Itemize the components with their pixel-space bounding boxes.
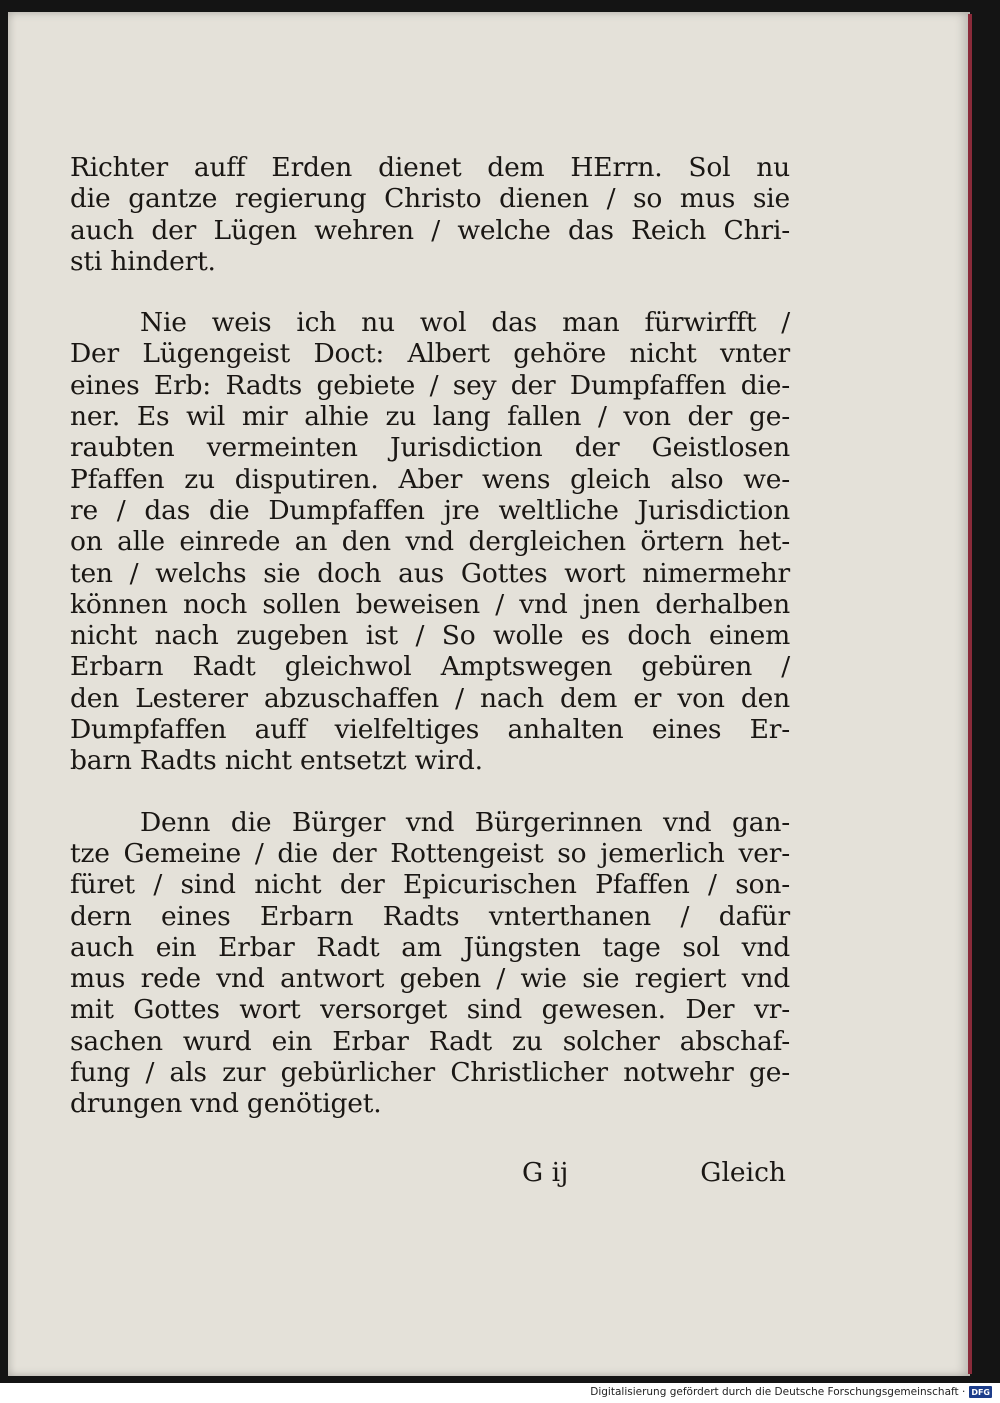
text-line: drungen vnd genötiget. [70,1088,382,1120]
text-line: Der Lügengeist Doct: Albert gehöre nicht vnter [70,338,790,370]
credit-bar [0,1383,1000,1403]
text-line: barn Radts nicht entsetzt wird. [70,745,483,777]
text-line: können noch sollen beweisen / vnd jnen derhalben [70,588,790,620]
text-line: sachen wurd ein Erbar Radt zu solcher abschaf- [70,1025,790,1057]
book-page [8,12,970,1376]
text-line: Richter auff Erden dienet dem HErrn. Sol nu [70,152,790,183]
catchword: Gleich [700,1157,786,1188]
text-line: mit Gottes wort versorget sind gewesen. Der vr- [70,994,790,1026]
text-line: raubten vermeinten Jurisdiction der Geistlosen [70,432,790,464]
text-line: Denn die Bürger vnd Bürgerinnen vnd gan- [140,806,790,838]
text-line: re / das die Dumpfaffen jre weltliche Jurisdiction [70,494,790,526]
text-line: eines Erb: Radts gebiete / sey der Dumpfaffen die- [70,369,790,401]
text-line: Nie weis ich nu wol das man fürwirfft / [140,307,790,339]
text-line: ner. Es wil mir alhie zu lang fallen / von der ge- [70,401,790,433]
dfg-logo: DFG [971,1387,990,1397]
text-line: ten / welchs sie doch aus Gottes wort nimermehr [70,557,790,589]
text-line: mus rede vnd antwort geben / wie sie regiert vnd [70,963,790,995]
text-line: den Lesterer abzuschaffen / nach dem er von den [70,682,790,714]
text-line: Pfaffen zu disputiren. Aber wens gleich also we- [70,463,790,495]
text-line: füret / sind nicht der Epicurischen Pfaffen / son- [70,869,790,901]
text-line: auch der Lügen wehren / welche das Reich Chri- [70,214,790,246]
paragraph [70,152,790,277]
text-line: die gantze regierung Christo dienen / so mus sie [70,183,790,215]
text-line: nicht nach zugeben ist / So wolle es doch einem [70,620,790,652]
text-line: fung / als zur gebürlicher Christlicher notwehr ge- [70,1057,790,1089]
signature-mark: G ij [522,1157,569,1188]
text-line: Erbarn Radt gleichwol Amptswegen gebüren / [70,651,790,683]
funding-credit [590,1386,992,1398]
page-footer-marks [70,1157,790,1193]
text-line: sti hindert. [70,245,216,277]
paragraph [70,307,790,776]
text-line: tze Gemeine / die der Rottengeist so jemerlich ver- [70,837,790,869]
funding-credit-text: Digitalisierung gefördert durch die Deutsche Forschungsgemeinschaft · [590,1386,966,1398]
text-line: on alle einrede an den vnd dergleichen örtern het- [70,526,790,558]
text-line: auch ein Erbar Radt am Jüngsten tage sol vnd [70,931,790,963]
text-line: Dumpfaffen auff vielfeltiges anhalten eines Er- [70,714,790,746]
page-edge [968,14,972,1374]
text-line: dern eines Erbarn Radts vnterthanen / dafür [70,900,790,932]
paragraph [70,807,790,1120]
page-text [70,152,790,1150]
